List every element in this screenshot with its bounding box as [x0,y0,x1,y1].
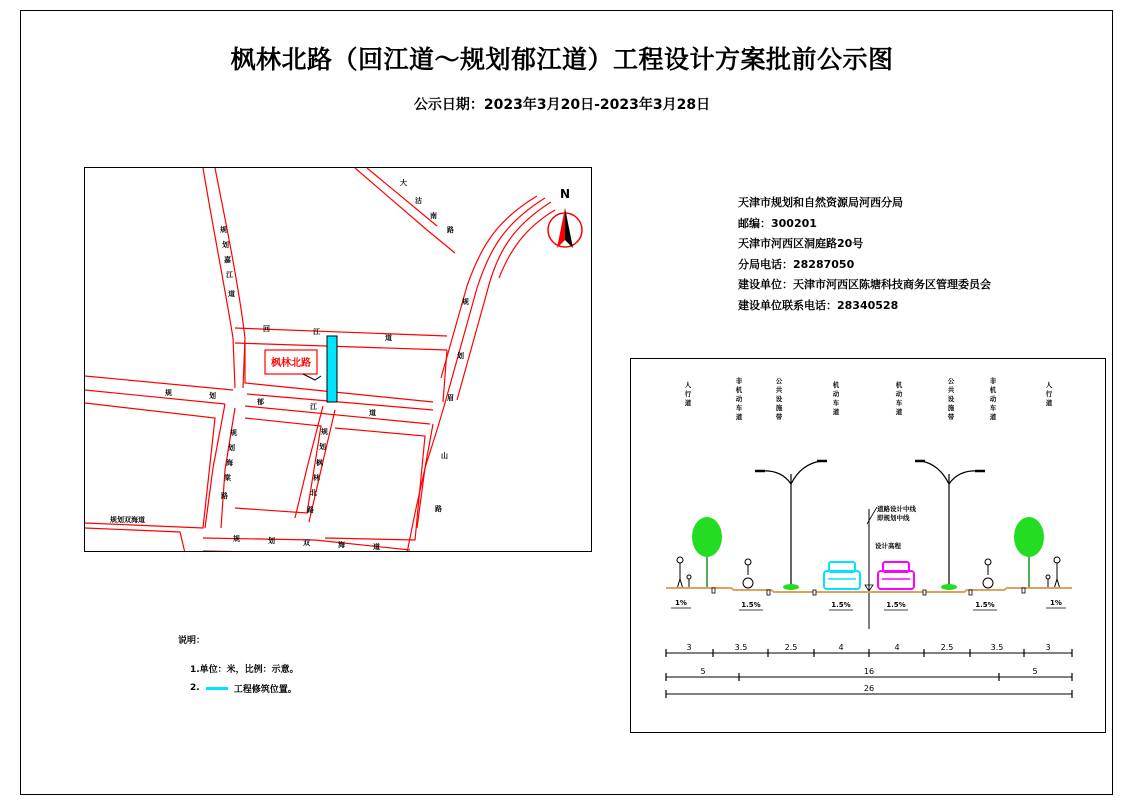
notes-item-2-prefix: 2. [190,683,200,693]
svg-text:1.5%: 1.5% [741,601,761,609]
info-org: 天津市规划和自然资源局河西分局 [738,196,903,209]
location-map-canvas [85,168,592,552]
svg-text:公: 公 [947,377,955,385]
svg-text:1%: 1% [1050,599,1062,607]
svg-text:车: 车 [895,399,903,407]
info-postcode: 邮编：300201 [738,216,817,230]
tree-left-icon [692,517,722,589]
svg-text:共: 共 [775,386,783,394]
svg-text:施: 施 [775,404,783,412]
svg-text:道: 道 [373,543,380,551]
svg-text:规: 规 [220,226,227,234]
project-location-highlight [327,336,337,402]
car-left-icon [824,562,860,589]
svg-text:行: 行 [684,390,692,398]
publication-date: 公示日期：2023年3月20日-2023年3月28日 [413,97,711,113]
svg-text:带: 带 [775,413,783,421]
svg-text:施: 施 [947,404,955,412]
svg-text:车: 车 [989,404,997,412]
svg-text:人: 人 [1045,381,1053,389]
lane-labels [685,376,1053,421]
notes [178,633,299,698]
info-builder-phone: 建设单位联系电话：28340528 [738,298,899,312]
svg-text:3.5: 3.5 [734,643,748,652]
svg-text:路: 路 [435,505,442,513]
svg-text:1.5%: 1.5% [975,601,995,609]
svg-text:路: 路 [447,226,454,234]
svg-text:行: 行 [1045,390,1053,398]
street-lamp-left-icon [755,461,827,589]
svg-text:棠: 棠 [224,474,231,482]
svg-text:山: 山 [441,452,448,460]
svg-text:划: 划 [319,443,326,451]
svg-text:规: 规 [321,428,328,436]
svg-text:划: 划 [228,444,235,452]
svg-text:机: 机 [832,381,840,389]
lane-label-facility-right [948,377,955,421]
centerline-label-2: 即规划中线 [877,514,910,522]
cyclist-left-icon [743,559,753,588]
car-right-icon [878,562,914,589]
svg-text:公: 公 [775,377,783,385]
pedestrian-left-icon [677,557,691,589]
project-location-legend-swatch [206,687,228,690]
svg-text:划: 划 [457,352,464,360]
svg-text:N: N [559,187,571,201]
cyclist-right-icon [983,559,993,588]
svg-text:道: 道 [735,413,743,421]
info-builder: 建设单位：天津市河西区陈塘科技商务区管理委员会 [738,278,991,291]
svg-text:双: 双 [303,539,310,547]
notes-item-2 [190,678,299,698]
svg-text:2.5: 2.5 [784,643,798,652]
svg-text:共: 共 [947,386,955,394]
svg-text:设: 设 [775,395,783,403]
svg-text:1%: 1% [675,599,687,607]
svg-text:车: 车 [832,399,840,407]
svg-text:道: 道 [989,413,997,421]
svg-text:划: 划 [222,241,229,249]
svg-text:江: 江 [226,271,233,279]
lane-label-sidewalk-left [685,380,692,407]
svg-text:江: 江 [313,328,320,336]
highlight-label: 枫林北路 [271,358,311,369]
svg-text:5: 5 [700,667,706,676]
svg-text:沽: 沽 [415,197,422,205]
svg-text:海: 海 [226,459,233,467]
svg-text:枫: 枫 [316,459,323,467]
svg-text:动: 动 [989,395,997,403]
lane-label-bike-left [736,376,743,421]
svg-text:道: 道 [385,334,392,342]
lane-label-facility-left [776,377,783,421]
contact-info [738,193,991,316]
svg-text:大: 大 [400,179,407,187]
svg-text:设: 设 [947,395,955,403]
svg-text:机: 机 [735,386,743,394]
road-network [85,168,555,552]
lane-label-motor-right [896,380,903,416]
lane-label-motor-left [833,380,840,416]
svg-text:16: 16 [863,667,875,676]
svg-text:车: 车 [735,404,743,412]
svg-text:路: 路 [221,492,228,500]
notes-item-2-text: 工程修筑位置。 [233,684,297,695]
svg-text:道: 道 [228,290,235,298]
svg-text:北: 北 [310,489,317,497]
svg-text:海: 海 [338,541,345,549]
svg-text:2.5: 2.5 [940,643,954,652]
svg-text:3: 3 [1045,643,1051,652]
svg-text:机: 机 [895,381,903,389]
svg-text:眉: 眉 [447,394,454,402]
svg-text:带: 带 [947,413,955,421]
lane-label-sidewalk-right [1046,380,1053,407]
svg-text:4: 4 [894,643,900,652]
svg-text:道: 道 [895,408,903,416]
svg-text:林: 林 [313,474,320,482]
centerline-label-1: 道路设计中线 [877,505,916,513]
info-phone: 分局电话：28287050 [738,257,855,271]
tree-right-icon [1014,517,1044,589]
svg-text:4: 4 [838,643,844,652]
svg-text:道: 道 [1045,399,1053,407]
svg-text:道: 道 [684,399,692,407]
svg-text:人: 人 [684,381,692,389]
svg-text:划: 划 [209,392,216,400]
notes-title: 说明： [178,636,206,646]
svg-text:1.5%: 1.5% [831,601,851,609]
svg-text:道: 道 [832,408,840,416]
svg-text:机: 机 [989,386,997,394]
notes-item-1 [190,658,299,678]
svg-text:规: 规 [230,429,237,437]
svg-text:规划双海道: 规划双海道 [110,516,145,524]
street-lamp-right-icon [915,461,985,589]
pedestrian-right-icon [1046,557,1060,589]
svg-text:道: 道 [369,409,376,417]
svg-text:非: 非 [989,377,997,385]
road-cross-section [630,358,1106,733]
svg-text:江: 江 [310,403,317,411]
north-arrow-icon [548,187,582,248]
svg-text:5: 5 [1032,667,1038,676]
svg-text:非: 非 [735,377,743,385]
svg-text:1.5%: 1.5% [886,601,906,609]
cross-section-canvas [631,359,1107,734]
notes-item-1-text: 1.单位：米，比例：示意。 [190,664,299,675]
svg-text:动: 动 [735,395,743,403]
lane-label-bike-right [990,376,997,421]
svg-text:动: 动 [895,390,903,398]
svg-text:规: 规 [233,535,240,543]
svg-text:规: 规 [462,298,469,306]
svg-text:南: 南 [430,212,437,220]
svg-text:3: 3 [686,643,692,652]
info-address: 天津市河西区洞庭路20号 [738,237,864,250]
svg-text:郁: 郁 [257,398,264,406]
svg-text:26: 26 [863,684,875,693]
svg-text:规: 规 [165,389,172,397]
location-map [84,167,592,552]
page-title: 枫林北路（回江道～规划郁江道）工程设计方案批前公示图 [230,45,894,74]
svg-text:回: 回 [263,325,270,333]
svg-text:嘉: 嘉 [224,256,231,264]
svg-text:动: 动 [832,390,840,398]
svg-text:3.5: 3.5 [990,643,1004,652]
svg-text:路: 路 [307,506,314,514]
svg-text:划: 划 [268,537,275,545]
design-elevation-label: 设计高程 [875,542,901,550]
